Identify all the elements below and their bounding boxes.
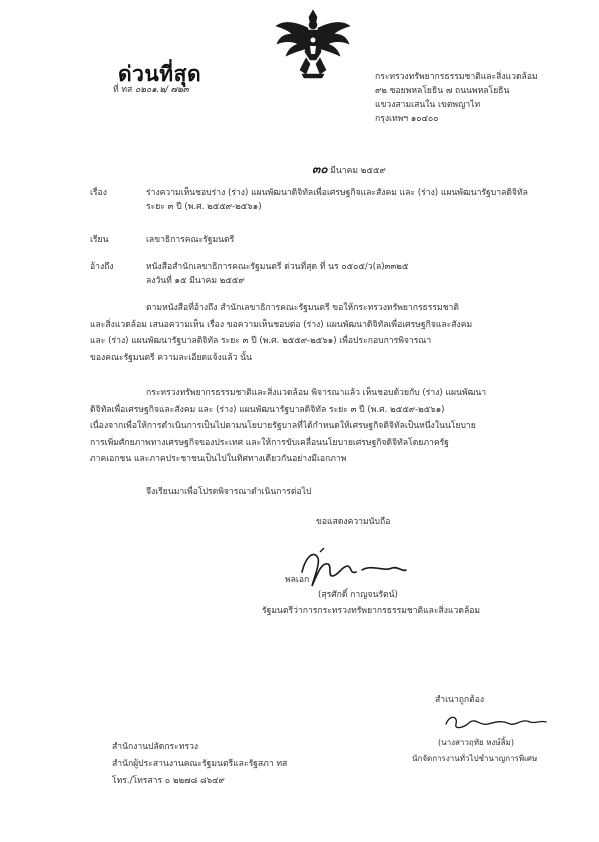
- to-label: เรียน: [90, 235, 109, 245]
- para-line: และ (ร่าง) แผนพัฒนารัฐบาลดิจิทัล ระยะ ๓ ปี (พ.ศ. ๒๕๕๙-๒๕๖๑) เพื่อประกอบการพิจารณา: [90, 336, 432, 346]
- footer-line: โทร./โทรสาร ๐ ๒๒๗๘ ๘๖๔๙: [112, 776, 225, 786]
- subject-line: ระยะ ๓ ปี (พ.ศ. ๒๕๕๙-๒๕๖๑): [146, 202, 262, 212]
- footer-contact: [112, 740, 287, 788]
- subject-label: เรื่อง: [90, 188, 107, 198]
- subject-text: [146, 186, 528, 214]
- closing-regards: ขอแสดงความนับถือ: [316, 517, 391, 527]
- org-line: ๙๒ ซอยพหลโยธิน ๗ ถนนพหลโยธิน: [375, 86, 510, 96]
- certifier-signature: [440, 710, 550, 734]
- doc-date: [312, 162, 386, 178]
- org-line: แขวงสามเสนใน เขตพญาไท: [375, 100, 481, 110]
- urgent-label: ด่วนที่สุด: [118, 62, 202, 86]
- certifier-name: (นางสาวฤทัย หงษ์ลิ้ม): [438, 738, 514, 747]
- date-day: ๓๐: [312, 162, 328, 176]
- garuda-emblem-icon: [272, 8, 354, 80]
- doc-number-value: ๐๒๐๑.๒/ ๗๒๓: [135, 85, 189, 95]
- para-line: ดิจิทัลเพื่อเศรษฐกิจและสังคม และ (ร่าง) แผนพัฒนารัฐบาลดิจิทัล ระยะ ๓ ปี (พ.ศ. ๒๕๕๙-๒๕๖๑): [90, 404, 445, 415]
- ref-label: อ้างถึง: [90, 262, 114, 272]
- subject-line: ร่างความเห็นชอบร่าง (ร่าง) แผนพัฒนาดิจิทัลเพื่อเศรษฐกิจและสังคม และ (ร่าง) แผนพัฒนารัฐบาลดิจิทัล: [146, 188, 528, 198]
- footer-line: สำนักผู้ประสานงานคณะรัฐมนตรีและรัฐสภา ทส: [112, 759, 288, 769]
- to-text: เลขาธิการคณะรัฐมนตรี: [146, 235, 235, 245]
- para-line: เนื่องจากเพื่อให้การดำเนินการเป็นไปตามนโยบายรัฐบาลที่ได้กำหนดให้เศรษฐกิจดิจิทัลเป็นหนึ่งในนโยบาย: [90, 421, 476, 431]
- signature-icon: [440, 710, 550, 734]
- body-paragraph-1: [90, 300, 472, 366]
- para-line: การเพิ่มศักยภาพทางเศรษฐกิจของประเทศ และให้การขับเคลื่อนนโยบายเศรษฐกิจดิจิทัลโดยภาครัฐ: [90, 437, 449, 448]
- signature-icon: [292, 542, 412, 592]
- signer-name: (สุรศักดิ์ กาญจนรัตน์): [318, 590, 398, 600]
- para-line: กระทรวงทรัพยากรธรรมชาติและสิ่งแวดล้อม พิจารณาแล้ว เห็นชอบด้วยกับ (ร่าง) แผนพัฒนา: [146, 388, 487, 398]
- body-paragraph-2: [90, 385, 486, 468]
- para-line: ภาคเอกชน และภาคประชาชนเป็นไปในทิศทางเดียวกันอย่างมีเอกภาพ: [90, 454, 347, 464]
- signer-prefix: พลเอก: [285, 575, 310, 585]
- para-line: ตามหนังสือที่อ้างถึง สำนักเลขาธิการคณะรัฐมนตรี ขอให้กระทรวงทรัพยากรธรรมชาติ: [146, 303, 459, 313]
- body-paragraph-3: จึงเรียนมาเพื่อโปรดพิจารณาดำเนินการต่อไป: [146, 487, 312, 497]
- minister-signature: [292, 542, 412, 592]
- signer-position: รัฐมนตรีว่าการกระทรวงทรัพยากรธรรมชาติและสิ่งแวดล้อม: [262, 606, 481, 616]
- org-line: กระทรวงทรัพยากรธรรมชาติและสิ่งแวดล้อม: [375, 72, 538, 82]
- para-line: ของคณะรัฐมนตรี ความละเอียดแจ้งแล้ว นั้น: [90, 352, 252, 363]
- footer-line: สำนักงานปลัดกระทรวง: [112, 742, 199, 752]
- date-month-year: มีนาคม ๒๕๕๙: [330, 166, 386, 176]
- certified-label: สำเนาถูกต้อง: [435, 695, 485, 705]
- org-address: [375, 70, 538, 126]
- ref-line: ลงวันที่ ๑๕ มีนาคม ๒๕๕๙: [146, 276, 245, 286]
- certifier-position: นักจัดการงานทั่วไปชำนาญการพิเศษ: [412, 754, 538, 763]
- doc-number-prefix: ที่ ทส: [113, 85, 133, 95]
- ref-text: [146, 260, 408, 288]
- garuda-emblem: [272, 8, 354, 80]
- para-line: และสิ่งแวดล้อม เสนอความเห็น เรื่อง ขอความเห็นชอบต่อ (ร่าง) แผนพัฒนาดิจิทัลเพื่อเศรษฐกิจและสังคม: [90, 319, 473, 330]
- org-line: กรุงเทพฯ ๑๐๔๐๐: [375, 114, 439, 124]
- doc-number: [113, 83, 189, 97]
- ref-line: หนังสือสำนักเลขาธิการคณะรัฐมนตรี ด่วนที่สุด ที่ นร ๐๕๐๕/ว(ล)๓๓๒๕: [146, 262, 409, 272]
